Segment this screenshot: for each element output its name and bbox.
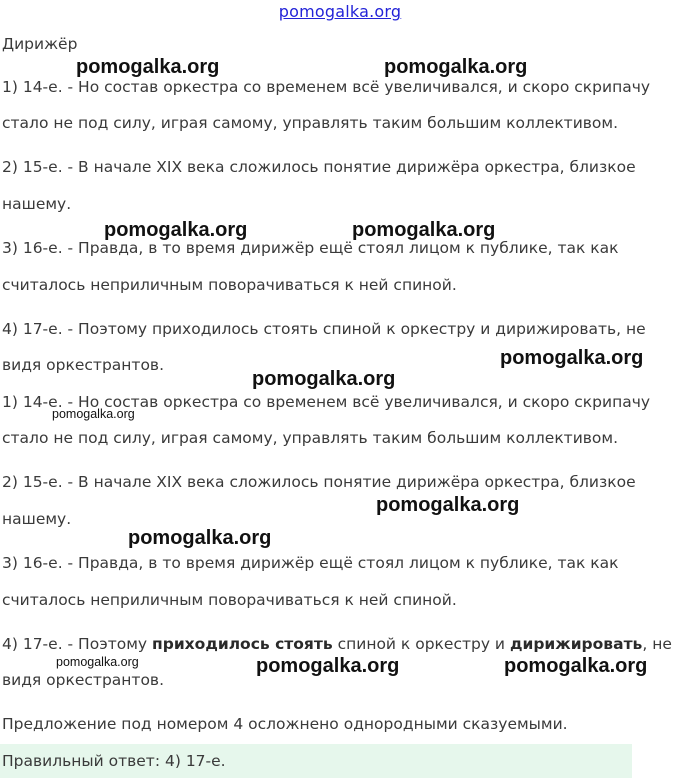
set1-item-4-line2: видя оркестрантов. <box>2 356 164 374</box>
set1-item-1-line2: стало не под силу, играя самому, управлять таким большим коллективом. <box>2 114 619 132</box>
set2-item-4-line1 <box>2 635 672 653</box>
set1-item-3-line2: считалось неприличным поворачиваться к ней спиной. <box>2 276 457 294</box>
site-link[interactable]: pomogalka.org <box>278 2 402 21</box>
item4-text-part3: , не <box>642 635 672 653</box>
set1-item-4-line1: 4) 17-е. - Поэтому приходилось стоять спиной к оркестру и дирижировать, не <box>2 320 646 338</box>
watermark: pomogalka.org <box>56 655 139 669</box>
watermark: pomogalka.org <box>352 219 496 241</box>
set2-item-1-line2: стало не под силу, играя самому, управлять таким большим коллективом. <box>2 429 619 447</box>
set2-item-3-line2: считалось неприличным поворачиваться к ней спиной. <box>2 591 457 609</box>
page-title: Дирижёр <box>2 35 78 53</box>
item4-text-part2: спиной к оркестру и <box>332 635 510 653</box>
item4-bold-predicate-2: дирижировать <box>509 635 643 653</box>
answer-text: Правильный ответ: 4) 17-е. <box>2 752 226 770</box>
watermark: pomogalka.org <box>104 219 248 241</box>
watermark: pomogalka.org <box>376 494 520 516</box>
watermark: pomogalka.org <box>256 655 400 677</box>
set2-item-2-line1: 2) 15-е. - В начале XIX века сложилось понятие дирижёра оркестра, близкое <box>2 473 636 491</box>
watermark: pomogalka.org <box>52 407 135 421</box>
set2-item-2-line2: нашему. <box>2 510 72 528</box>
set2-item-4-line2: видя оркестрантов. <box>2 671 164 689</box>
watermark: pomogalka.org <box>76 56 220 78</box>
item4-bold-predicate-1: приходилось стоять <box>152 635 333 653</box>
conclusion-text: Предложение под номером 4 осложнено однородными сказуемыми. <box>2 715 568 733</box>
watermark: pomogalka.org <box>252 368 396 390</box>
set1-item-2-line1: 2) 15-е. - В начале XIX века сложилось понятие дирижёра оркестра, близкое <box>2 158 636 176</box>
set2-item-3-line1: 3) 16-е. - Правда, в то время дирижёр ещё стоял лицом к публике, так как <box>2 554 619 572</box>
watermark: pomogalka.org <box>128 527 272 549</box>
set1-item-1-line1: 1) 14-е. - Но состав оркестра со временем всё увеличивался, и скоро скрипачу <box>2 78 651 96</box>
set2-item-1-line1: 1) 14-е. - Но состав оркестра со временем всё увеличивался, и скоро скрипачу <box>2 393 651 411</box>
watermark: pomogalka.org <box>500 347 644 369</box>
set1-item-2-line2: нашему. <box>2 195 72 213</box>
set1-item-3-line1: 3) 16-е. - Правда, в то время дирижёр ещё стоял лицом к публике, так как <box>2 239 619 257</box>
watermark: pomogalka.org <box>384 56 528 78</box>
item4-text-part1: 4) 17-е. - Поэтому <box>2 635 153 653</box>
watermark: pomogalka.org <box>504 655 648 677</box>
